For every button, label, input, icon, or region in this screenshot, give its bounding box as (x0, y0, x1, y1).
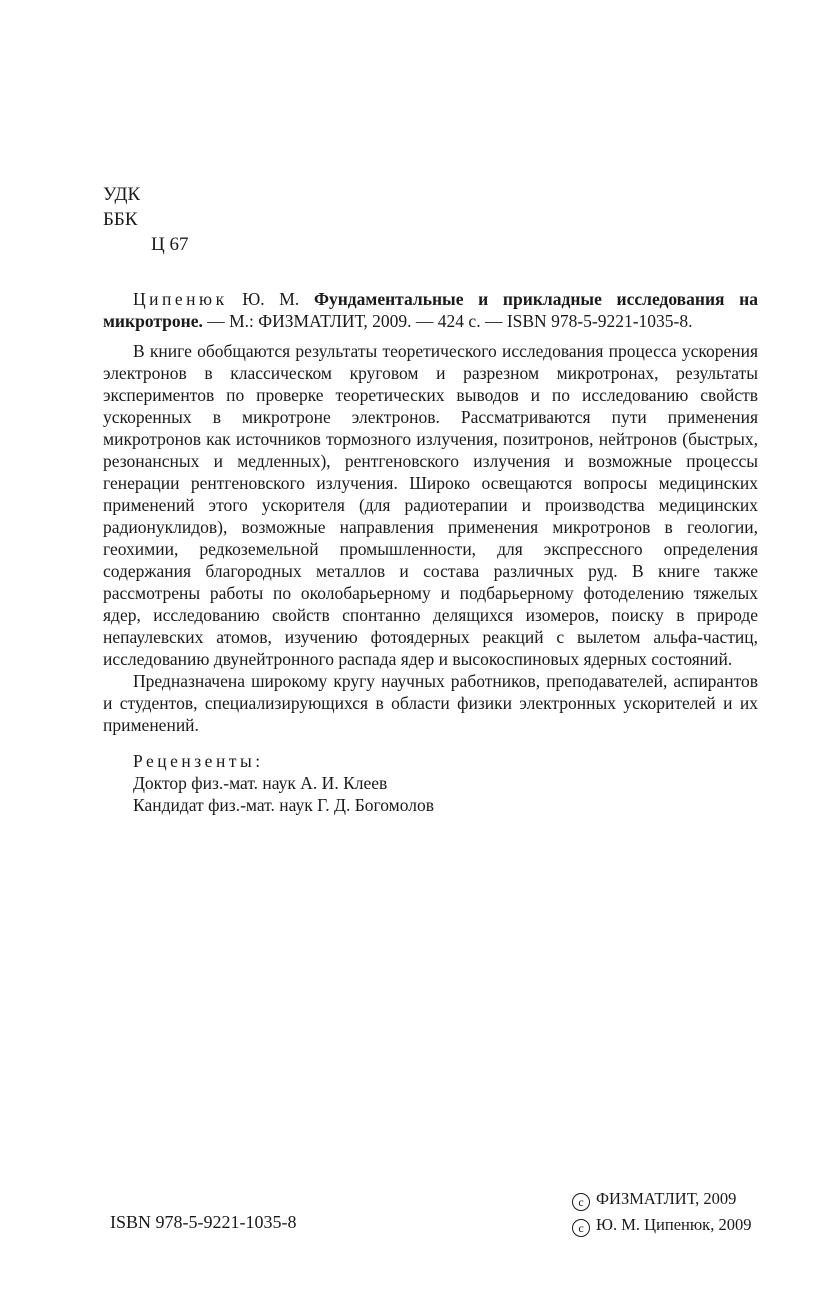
copyright-author: Ю. М. Ципенюк, 2009 (596, 1215, 752, 1234)
copyright-icon: c (572, 1219, 590, 1237)
udk-label: УДК (103, 184, 141, 205)
classification-block (103, 182, 188, 257)
author-name: Ципенюк (133, 289, 228, 309)
abstract-paragraph-1: В книге обобщаются результаты теоретического исследования процесса ускорения электронов в классическом круговом и разрезном микротронах, результаты экспериментов по проверке теоретических выводов и по исследованию свойств ускоренных в микротроне электронов. Рассматриваются пути применения микротронов как источников тормозного излучения, позитронов, нейтронов (быстрых, резонансных и медленных), рентгеновского излучения и возможные процессы генерации рентгеновского излучения. Широко освещаются вопросы медицинских применений этого ускорителя (для радиотерапии и производства медицинских радионуклидов), возможные направления применения микротронов в геологии, геохимии, редкоземельной промышленности, для экспрессного определения содержания благородных металлов и состава различных руд. В книге также рассмотрены работы по околобарьерному и подбарьерному фотоделению тяжелых ядер, исследованию свойств спонтанно делящихся изомеров, поиску в природе непаулевских атомов, изучению фотоядерных реакций с вылетом альфа-частиц, исследованию двунейтронного распада ядер и высокоспиновых ядерных состояний. (103, 341, 758, 669)
copyright-icon: c (572, 1193, 590, 1211)
book-title: Фундаментальные и прикладные исследования на микротроне. (103, 289, 759, 331)
copyright-block (572, 1186, 751, 1238)
reviewer-2: Кандидат физ.-мат. наук Г. Д. Богомолов (133, 795, 435, 815)
bibliographic-entry (103, 288, 758, 332)
copyright-line-2 (572, 1212, 751, 1238)
publication-info: — М.: ФИЗМАТЛИТ, 2009. — 424 с. — ISBN 978-5-9221-1035-8. (207, 311, 693, 331)
reviewers-heading: Рецензенты: (133, 751, 264, 771)
copyright-publisher: ФИЗМАТЛИТ, 2009 (596, 1189, 737, 1208)
copyright-line-1 (572, 1186, 751, 1212)
isbn-footer: ISBN 978-5-9221-1035-8 (110, 1212, 297, 1232)
abstract-block (103, 340, 758, 816)
reviewer-1: Доктор физ.-мат. наук А. И. Клеев (133, 773, 388, 793)
author-initials: Ю. М. (242, 289, 300, 309)
reviewers-block (103, 750, 758, 816)
author-code: Ц 67 (151, 234, 189, 255)
bbk-label: ББК (103, 209, 138, 230)
abstract-paragraph-2: Предназначена широкому кругу научных работников, преподавателей, аспирантов и студентов, специализирующихся в области физики электронных ускорителей и их применений. (103, 671, 758, 735)
